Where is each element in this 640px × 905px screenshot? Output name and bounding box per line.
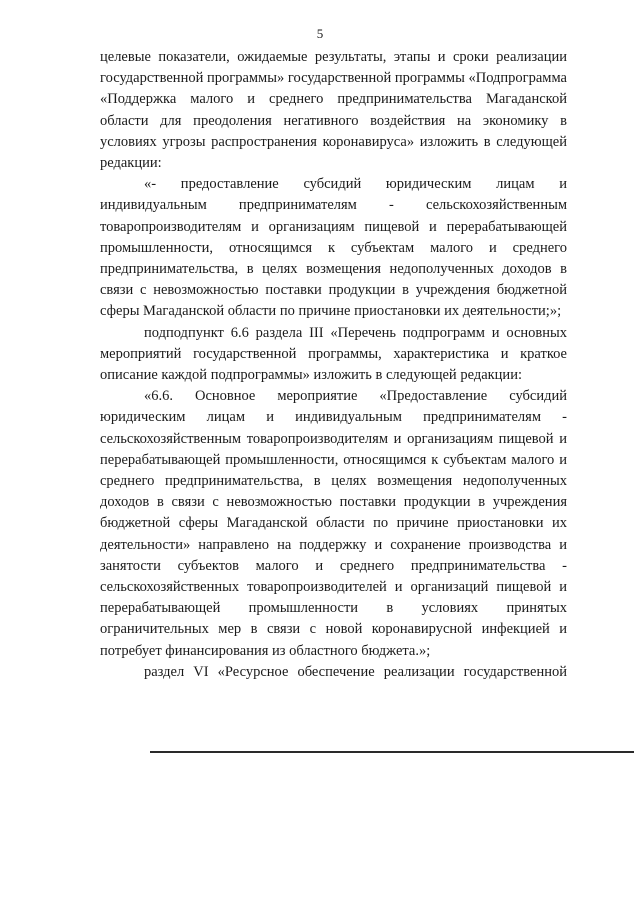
- page-number: 5: [316, 26, 324, 41]
- footer-divider: [150, 751, 634, 753]
- paragraph-targets: целевые показатели, ожидаемые результаты, этапы и сроки реализации государственной программы» государственной программы «Подпрограмма «Поддержка малого и среднего предпринимательства Магаданской области для преодоления негативного воздействия на экономику в условиях угрозы распространения коронавируса» изложить в следующей редакции:: [100, 49, 567, 172]
- paragraph-section-vi: раздел VI «Ресурсное обеспечение реализации государственной: [144, 663, 567, 680]
- paragraph-subsidy-item: «- предоставление субсидий юридическим лицам и индивидуальным предпринимателям - сельскохозяйственным товаропроизводителям и организациям пищевой и перерабатывающей промышленности, относящимся к субъектам малого и среднего предпринимательства, в целях возмещения недополученных доходов в связи с невозможностью поставки продукции в учреждения бюджетной сферы Магаданской области по причине приостановки их деятельности;»;: [100, 176, 567, 320]
- paragraph-main-activity-6-6: «6.6. Основное мероприятие «Предоставление субсидий юридическим лицам и индивидуальным предпринимателям - сельскохозяйственным товаропроизводителям и организациям пищевой и перерабатывающей промышленности, относящимся к субъектам малого и среднего предпринимательства, в целях возмещения недополученных доходов в связи с невозможностью поставки продукции в учреждения бюджетной сферы Магаданской области по причине приостановки их деятельности» направлено на поддержку и сохранение производства и занятости субъектов малого и среднего предпринимательства - сельскохозяйственных товаропроизводителей и организаций пищевой и перерабатывающей промышленности в условиях принятых ограничительных мер в связи с новой коронавирусной инфекцией и потребует финансирования из областного бюджета.»;: [100, 388, 567, 659]
- document-body: [100, 47, 567, 683]
- paragraph-subsubitem-6-6: подподпункт 6.6 раздела III «Перечень подпрограмм и основных мероприятий государственной программы, характеристика и краткое описание каждой подпрограммы» изложить в следующей редакции:: [100, 324, 567, 384]
